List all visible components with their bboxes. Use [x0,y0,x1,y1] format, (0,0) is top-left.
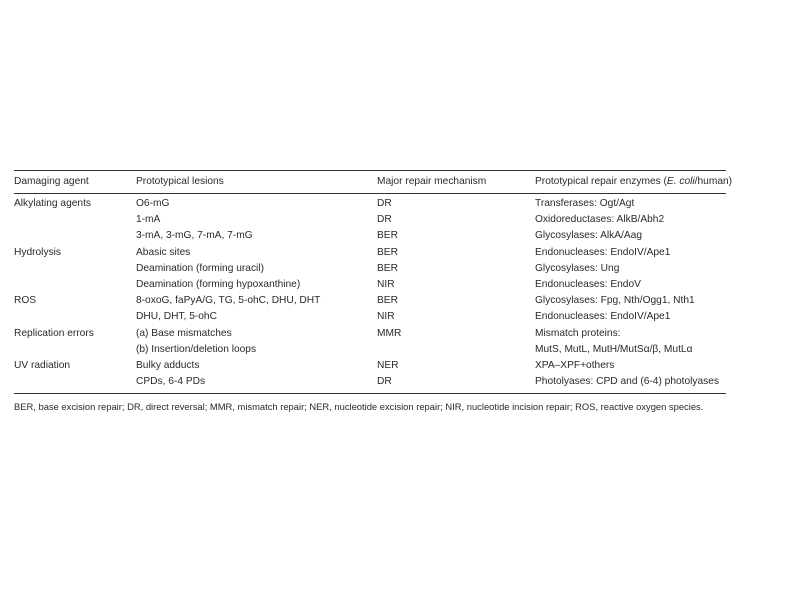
table-row [14,261,726,277]
header-damaging-agent: Damaging agent [14,176,89,187]
cell-repair-enzymes: XPA–XPF+others [535,359,615,371]
cell-damaging-agent: ROS [14,295,37,307]
cell-repair-mechanism: NIR [377,311,395,323]
table-row [14,342,726,358]
table-row [14,374,726,390]
table-header-row [14,173,733,191]
cell-damaging-agent [14,342,136,358]
cell-repair-mechanism: BER [377,295,398,307]
cell-repair-enzymes: Endonucleases: EndoV [535,278,641,290]
table-top-rule [14,170,726,171]
cell-repair-enzymes: Transferases: Ogt/Agt [535,198,635,209]
table-row [14,358,726,374]
cell-repair-mechanism: NER [377,359,399,371]
cell-repair-enzymes: Endonucleases: EndoIV/Ape1 [535,311,671,323]
table-row [14,212,726,228]
cell-damaging-agent [14,212,136,228]
cell-damaging-agent: Replication errors [14,327,94,339]
cell-repair-mechanism: BER [377,246,398,258]
cell-repair-mechanism: MMR [377,327,402,339]
cell-repair-enzymes: Glycosylases: Ung [535,262,620,274]
cell-repair-enzymes: MutS, MutL, MutH/MutSα/β, MutLα [535,343,693,355]
cell-lesion: CPDs, 6-4 PDs [136,376,206,388]
cell-repair-mechanism: BER [377,262,398,274]
header-enzymes-suffix: /human) [694,176,733,187]
table-body [14,196,726,390]
cell-repair-enzymes: Oxidoreductases: AlkB/Abh2 [535,214,665,226]
table-row [14,277,726,293]
table-bottom-rule [14,393,726,394]
cell-damaging-agent: UV radiation [14,359,71,371]
cell-lesion: O6-mG [136,198,170,209]
cell-lesion: 8-oxoG, faPyA/G, TG, 5-ohC, DHU, DHT [136,295,321,307]
cell-repair-enzymes: Endonucleases: EndoIV/Ape1 [535,246,671,258]
cell-damaging-agent: Hydrolysis [14,246,61,258]
cell-lesion: 3-mA, 3-mG, 7-mA, 7-mG [136,230,253,242]
cell-lesion: Bulky adducts [136,359,200,371]
table-row [14,228,726,244]
cell-damaging-agent [14,277,136,293]
cell-repair-enzymes: Glycosylases: Fpg, Nth/Ogg1, Nth1 [535,295,695,307]
table-row [14,293,726,309]
cell-repair-mechanism [377,342,535,358]
cell-lesion: Abasic sites [136,246,191,258]
cell-repair-enzymes: Glycosylases: AlkA/Aag [535,230,643,242]
cell-lesion: Deamination (forming uracil) [136,262,264,274]
cell-repair-mechanism: DR [377,376,392,388]
header-repair-enzymes [535,173,733,191]
table-header-rule [14,193,726,194]
header-prototypical-lesions: Prototypical lesions [136,176,224,187]
header-repair-mechanism: Major repair mechanism [377,176,487,187]
cell-lesion: (b) Insertion/deletion loops [136,343,257,355]
cell-repair-mechanism: DR [377,214,392,226]
cell-damaging-agent: Alkylating agents [14,198,92,209]
header-enzymes-prefix: Prototypical repair enzymes ( [535,176,667,187]
table-row [14,245,726,261]
cell-repair-mechanism: NIR [377,278,395,290]
cell-lesion: Deamination (forming hypoxanthine) [136,278,301,290]
cell-repair-mechanism: DR [377,198,392,209]
dna-repair-table [14,170,733,414]
table-row [14,196,726,212]
table-footnote: BER, base excision repair; DR, direct reversal; MMR, mismatch repair; NER, nucleotide excision repair; NIR, nucleotide incision repair; ROS, reactive oxygen species. [14,401,704,413]
cell-repair-mechanism: BER [377,230,398,242]
cell-lesion: 1-mA [136,214,161,226]
cell-damaging-agent [14,228,136,244]
cell-repair-enzymes: Mismatch proteins: [535,327,621,339]
header-enzymes-organism: E. coli [666,176,695,187]
table-row [14,326,726,342]
cell-repair-enzymes: Photolyases: CPD and (6-4) photolyases [535,376,720,388]
cell-damaging-agent [14,309,136,325]
cell-damaging-agent [14,374,136,390]
cell-lesion: DHU, DHT, 5-ohC [136,311,217,323]
cell-lesion: (a) Base mismatches [136,327,232,339]
table-row [14,309,726,325]
cell-damaging-agent [14,261,136,277]
